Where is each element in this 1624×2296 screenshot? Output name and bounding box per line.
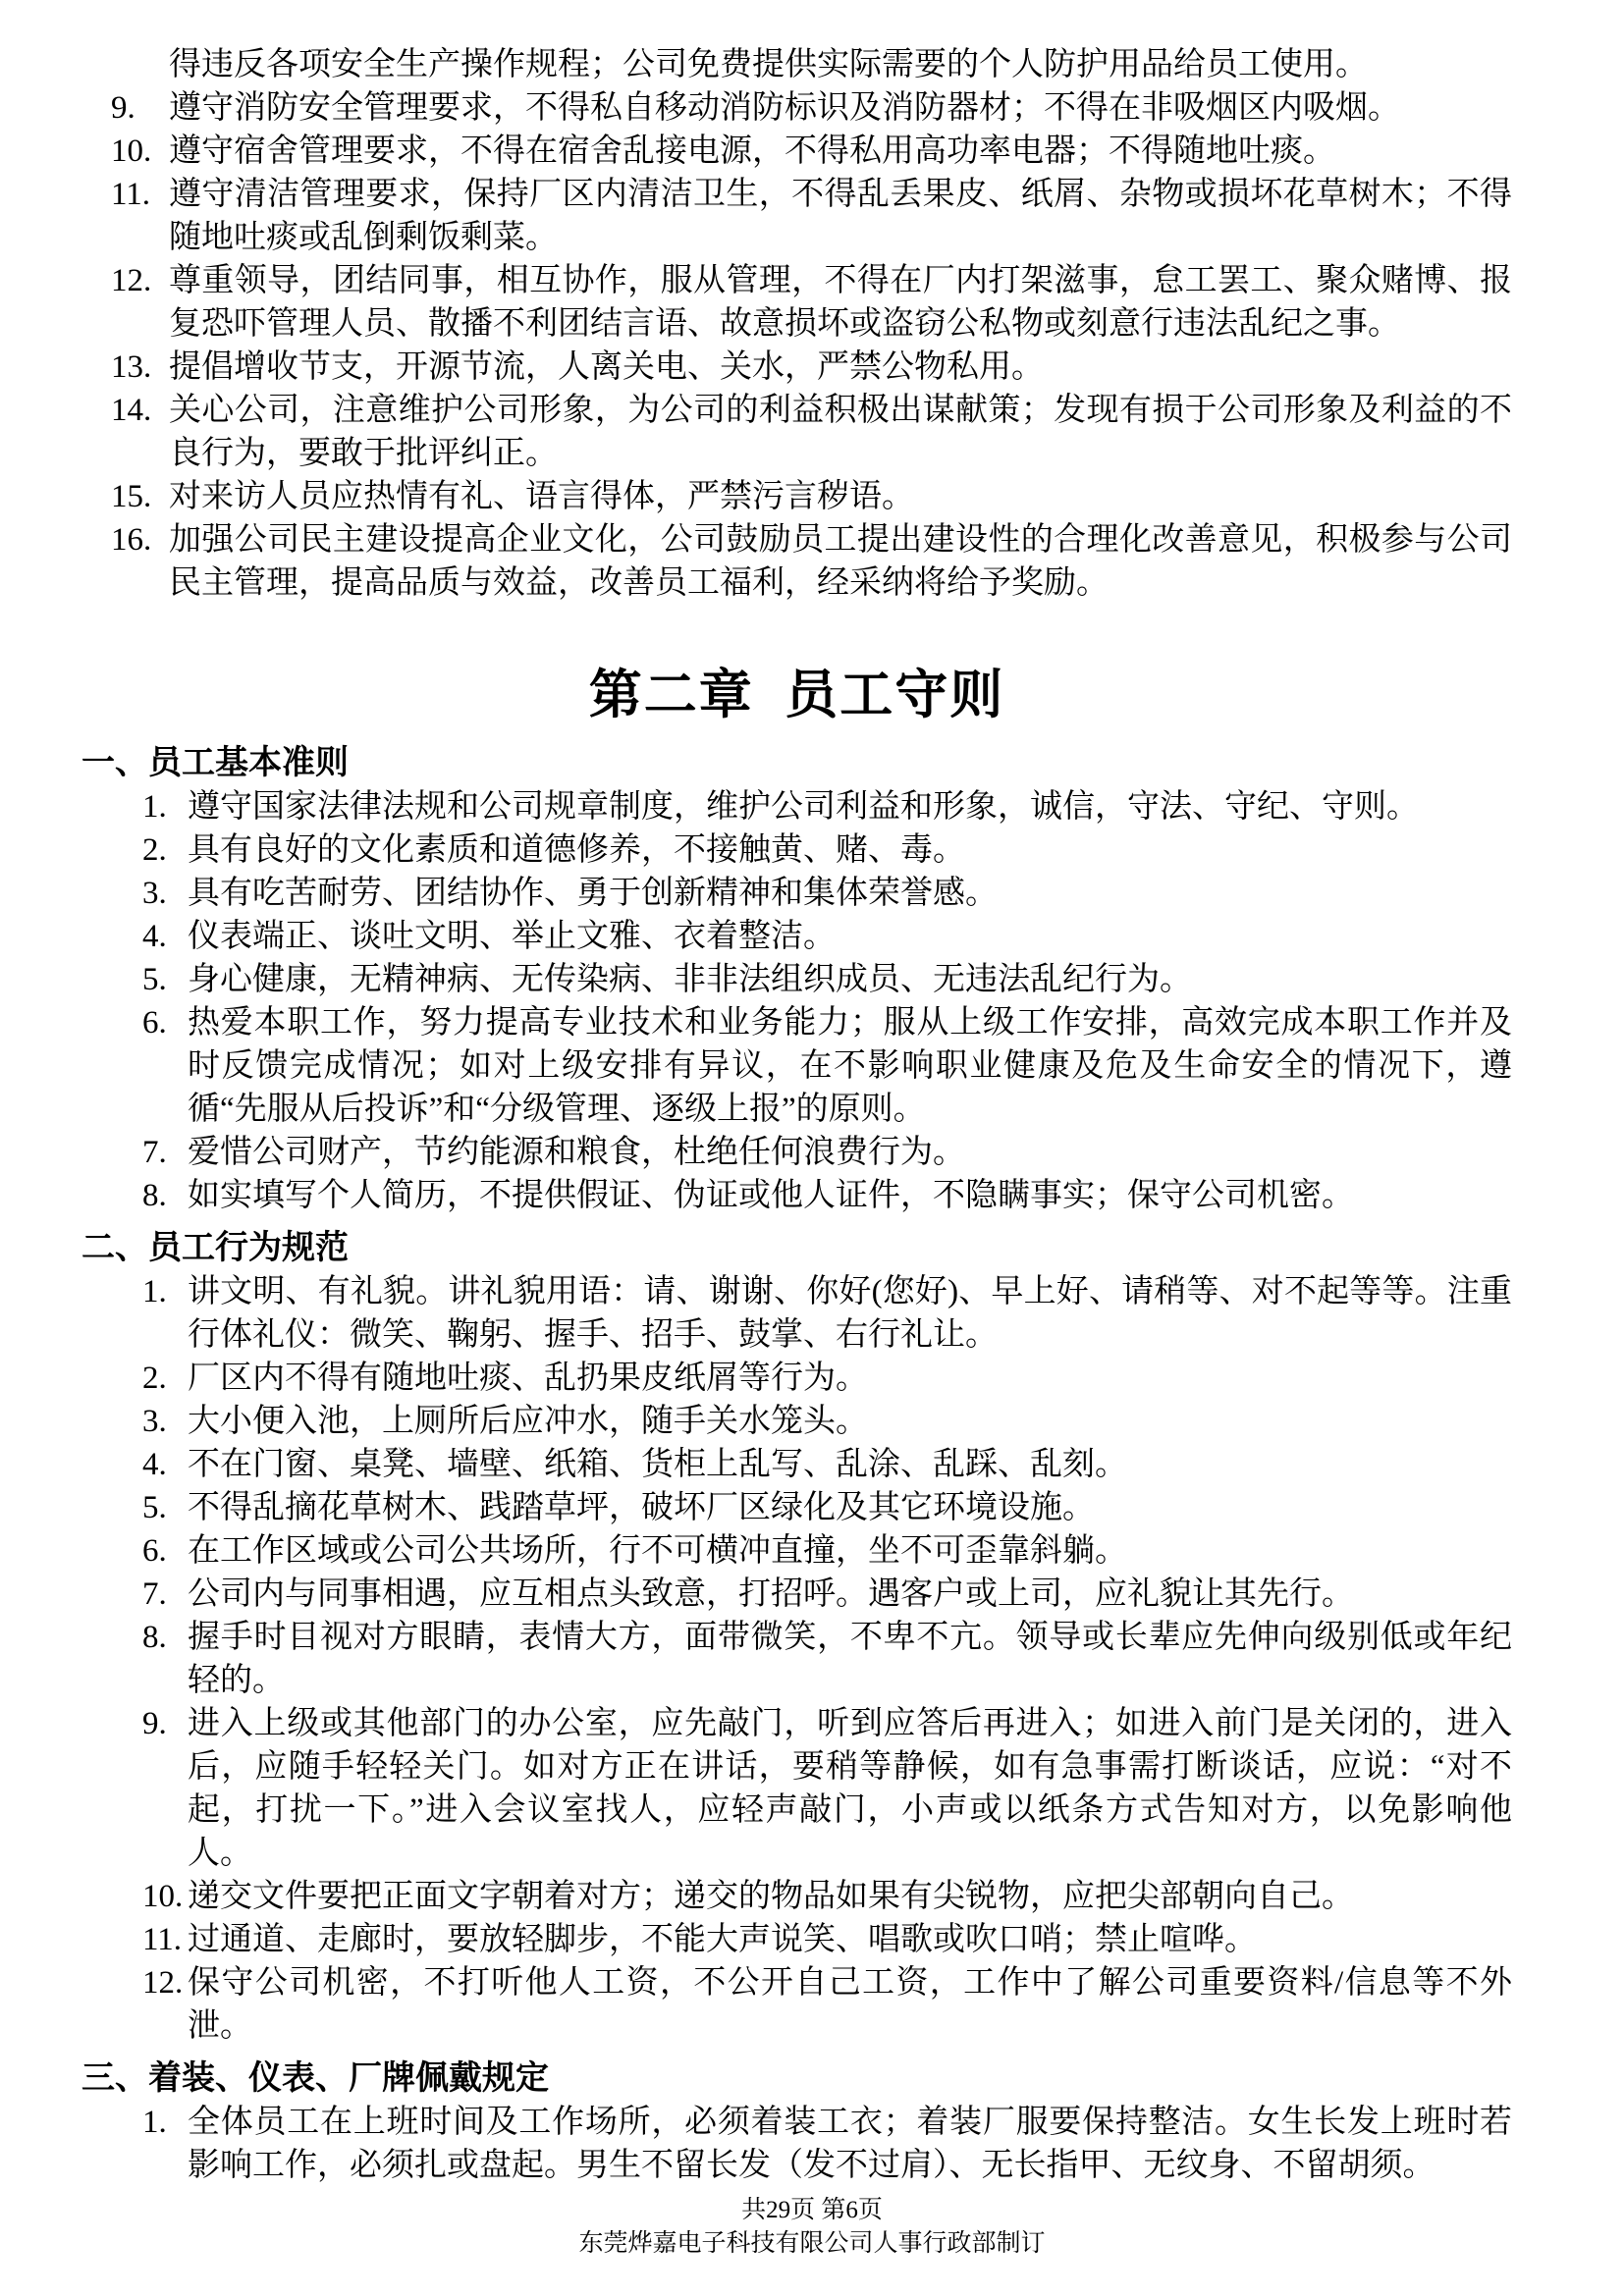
chapter-title: 第二章 员工守则 — [588, 666, 1005, 724]
section-list-basic-rules — [142, 785, 1512, 1217]
list-item — [142, 1486, 1512, 1529]
list-item — [111, 259, 1512, 346]
list-item-text: 爱惜公司财产，节约能源和粮食，杜绝任何浪费行为。 — [188, 1135, 965, 1170]
list-item-number: 9. — [111, 90, 135, 126]
list-item — [142, 1443, 1512, 1486]
list-item-text: 遵守宿舍管理要求，不得在宿舍乱接电源，不得私用高功率电器；不得随地吐痰。 — [169, 133, 1335, 169]
list-item-number: 7. — [142, 1576, 167, 1612]
list-item — [142, 2101, 1512, 2187]
list-item-number: 11. — [111, 177, 151, 212]
list-item — [111, 475, 1512, 518]
list-item-text: 全体员工在上班时间及工作场所，必须着装工衣；着装厂服要保持整洁。女生长发上班时若影响工作，必须扎或盘起。男生不留长发（发不过肩）、无长指甲、无纹身、不留胡须。 — [188, 2105, 1512, 2183]
page-footer — [0, 2194, 1624, 2261]
list-item — [142, 1573, 1512, 1616]
list-item-number: 6. — [142, 1005, 167, 1041]
list-item-number: 4. — [142, 919, 167, 954]
list-item-text: 遵守清洁管理要求，保持厂区内清洁卫生，不得乱丢果皮、纸屑、杂物或损坏花草树木；不得随地吐痰或乱倒剩饭剩菜。 — [169, 177, 1512, 255]
list-item — [111, 130, 1512, 173]
list-item-number: 7. — [142, 1135, 167, 1170]
list-item — [142, 1270, 1512, 1357]
list-item-number: 12. — [142, 1965, 184, 2001]
list-item-number: 1. — [142, 2105, 167, 2140]
list-item — [142, 1357, 1512, 1400]
list-item-number: 3. — [142, 876, 167, 911]
list-item — [142, 1702, 1512, 1875]
intro-numbered-list — [111, 86, 1512, 605]
list-item — [111, 518, 1512, 605]
section-heading-behavior-norms: 二、员工行为规范 — [81, 1230, 349, 1266]
list-item-text: 公司内与同事相遇，应互相点头致意，打招呼。遇客户或上司，应礼貌让其先行。 — [188, 1576, 1354, 1612]
list-item — [142, 1875, 1512, 1918]
list-item — [111, 86, 1512, 130]
footer-issuer: 东莞烨嘉电子科技有限公司人事行政部制订 — [578, 2230, 1046, 2257]
list-item-text: 保守公司机密，不打听他人工资，不公开自己工资，工作中了解公司重要资料/信息等不外泄。 — [188, 1965, 1512, 2044]
footer-page-info: 共29页 第6页 — [741, 2197, 883, 2223]
list-item — [142, 872, 1512, 915]
list-item — [142, 1001, 1512, 1131]
list-item-text: 具有吃苦耐劳、团结协作、勇于创新精神和集体荣誉感。 — [188, 876, 998, 911]
paragraph-continuation: 得违反各项安全生产操作规程；公司免费提供实际需要的个人防护用品给员工使用。 — [169, 47, 1368, 82]
list-item — [111, 389, 1512, 475]
list-item — [111, 346, 1512, 389]
list-item-text: 递交文件要把正面文字朝着对方；递交的物品如果有尖锐物，应把尖部朝向自己。 — [188, 1879, 1354, 1914]
list-item-text: 进入上级或其他部门的办公室，应先敲门，听到应答后再进入；如进入前门是关闭的，进入后，应随手轻轻关门。如对方正在讲话，要稍等静候，如有急事需打断谈话，应说：“对不起，打扰一下。”进入会议室找人，应轻声敲门，小声或以纸条方式告知对方，以免影响他人。 — [188, 1706, 1512, 1871]
list-item — [142, 785, 1512, 828]
list-item-number: 8. — [142, 1620, 167, 1655]
list-item-number: 11. — [142, 1922, 183, 1957]
list-item-number: 16. — [111, 522, 152, 558]
section-heading-dress-code: 三、着装、仪表、厂牌佩戴规定 — [81, 2060, 549, 2097]
list-item-number: 10. — [111, 133, 152, 169]
list-item-text: 身心健康，无精神病、无传染病、非非法组织成员、无违法乱纪行为。 — [188, 962, 1192, 997]
list-item — [111, 173, 1512, 259]
list-item — [142, 828, 1512, 872]
list-item-text: 加强公司民主建设提高企业文化，公司鼓励员工提出建设性的合理化改善意见，积极参与公司民主管理，提高品质与效益，改善员工福利，经采纳将给予奖励。 — [169, 522, 1512, 601]
list-item-number: 1. — [142, 789, 167, 825]
list-item-text: 大小便入池，上厕所后应冲水，随手关水笼头。 — [188, 1404, 868, 1439]
list-item — [142, 1529, 1512, 1573]
list-item — [142, 1961, 1512, 2048]
list-item-text: 如实填写个人简历，不提供假证、伪证或他人证件，不隐瞒事实；保守公司机密。 — [188, 1178, 1354, 1213]
list-item — [142, 1616, 1512, 1702]
list-item-number: 8. — [142, 1178, 167, 1213]
list-item-number: 15. — [111, 479, 152, 514]
list-item — [142, 958, 1512, 1001]
list-item-text: 仪表端正、谈吐文明、举止文雅、衣着整洁。 — [188, 919, 836, 954]
list-item — [142, 1174, 1512, 1217]
section-heading-basic-rules: 一、员工基本准则 — [81, 745, 349, 781]
list-item-number: 6. — [142, 1533, 167, 1569]
list-item-text: 不得乱摘花草树木、践踏草坪，破坏厂区绿化及其它环境设施。 — [188, 1490, 1095, 1525]
list-item — [142, 1918, 1512, 1961]
list-item-number: 5. — [142, 1490, 167, 1525]
list-item — [142, 1131, 1512, 1174]
list-item-number: 13. — [111, 349, 152, 385]
list-item-text: 握手时目视对方眼睛，表情大方，面带微笑，不卑不亢。领导或长辈应先伸向级别低或年纪轻的。 — [188, 1620, 1512, 1698]
list-item-number: 1. — [142, 1274, 167, 1309]
list-item-number: 9. — [142, 1706, 167, 1741]
list-item-text: 提倡增收节支，开源节流，人离关电、关水，严禁公物私用。 — [169, 349, 1044, 385]
list-item-text: 关心公司，注意维护公司形象，为公司的利益积极出谋献策；发现有损于公司形象及利益的不良行为，要敢于批评纠正。 — [169, 393, 1512, 471]
list-item-text: 过通道、走廊时，要放轻脚步，不能大声说笑、唱歌或吹口哨；禁止喧哗。 — [188, 1922, 1257, 1957]
list-item-number: 3. — [142, 1404, 167, 1439]
list-item-text: 厂区内不得有随地吐痰、乱扔果皮纸屑等行为。 — [188, 1361, 868, 1396]
list-item-text: 尊重领导，团结同事，相互协作，服从管理，不得在厂内打架滋事，怠工罢工、聚众赌博、报复恐吓管理人员、散播不利团结言语、故意损坏或盗窃公私物或刻意行违法乱纪之事。 — [169, 263, 1512, 342]
list-item — [142, 915, 1512, 958]
list-item-number: 2. — [142, 1361, 167, 1396]
list-item-number: 2. — [142, 832, 167, 868]
list-item-text: 在工作区域或公司公共场所，行不可横冲直撞，坐不可歪靠斜躺。 — [188, 1533, 1127, 1569]
list-item-number: 4. — [142, 1447, 167, 1482]
list-item-number: 12. — [111, 263, 152, 298]
list-item-number: 10. — [142, 1879, 184, 1914]
list-item-text: 不在门窗、桌凳、墙壁、纸箱、货柜上乱写、乱涂、乱踩、乱刻。 — [188, 1447, 1127, 1482]
list-item-text: 对来访人员应热情有礼、语言得体，严禁污言秽语。 — [169, 479, 914, 514]
list-item-text: 遵守国家法律法规和公司规章制度，维护公司利益和形象，诚信，守法、守纪、守则。 — [188, 789, 1419, 825]
list-item-text: 具有良好的文化素质和道德修养，不接触黄、赌、毒。 — [188, 832, 965, 868]
list-item-number: 14. — [111, 393, 152, 428]
list-item-text: 讲文明、有礼貌。讲礼貌用语：请、谢谢、你好(您好)、早上好、请稍等、对不起等等。注重行体礼仪：微笑、鞠躬、握手、招手、鼓掌、右行礼让。 — [188, 1274, 1512, 1353]
section-list-dress-code — [142, 2101, 1512, 2187]
list-item-text: 遵守消防安全管理要求，不得私自移动消防标识及消防器材；不得在非吸烟区内吸烟。 — [169, 90, 1400, 126]
list-item-text: 热爱本职工作，努力提高专业技术和业务能力；服从上级工作安排，高效完成本职工作并及时反馈完成情况；如对上级安排有异议，在不影响职业健康及危及生命安全的情况下，遵循“先服从后投诉”和“分级管理、逐级上报”的原则。 — [188, 1005, 1512, 1127]
list-item-number: 5. — [142, 962, 167, 997]
section-list-behavior-norms — [142, 1270, 1512, 2048]
list-item — [142, 1400, 1512, 1443]
